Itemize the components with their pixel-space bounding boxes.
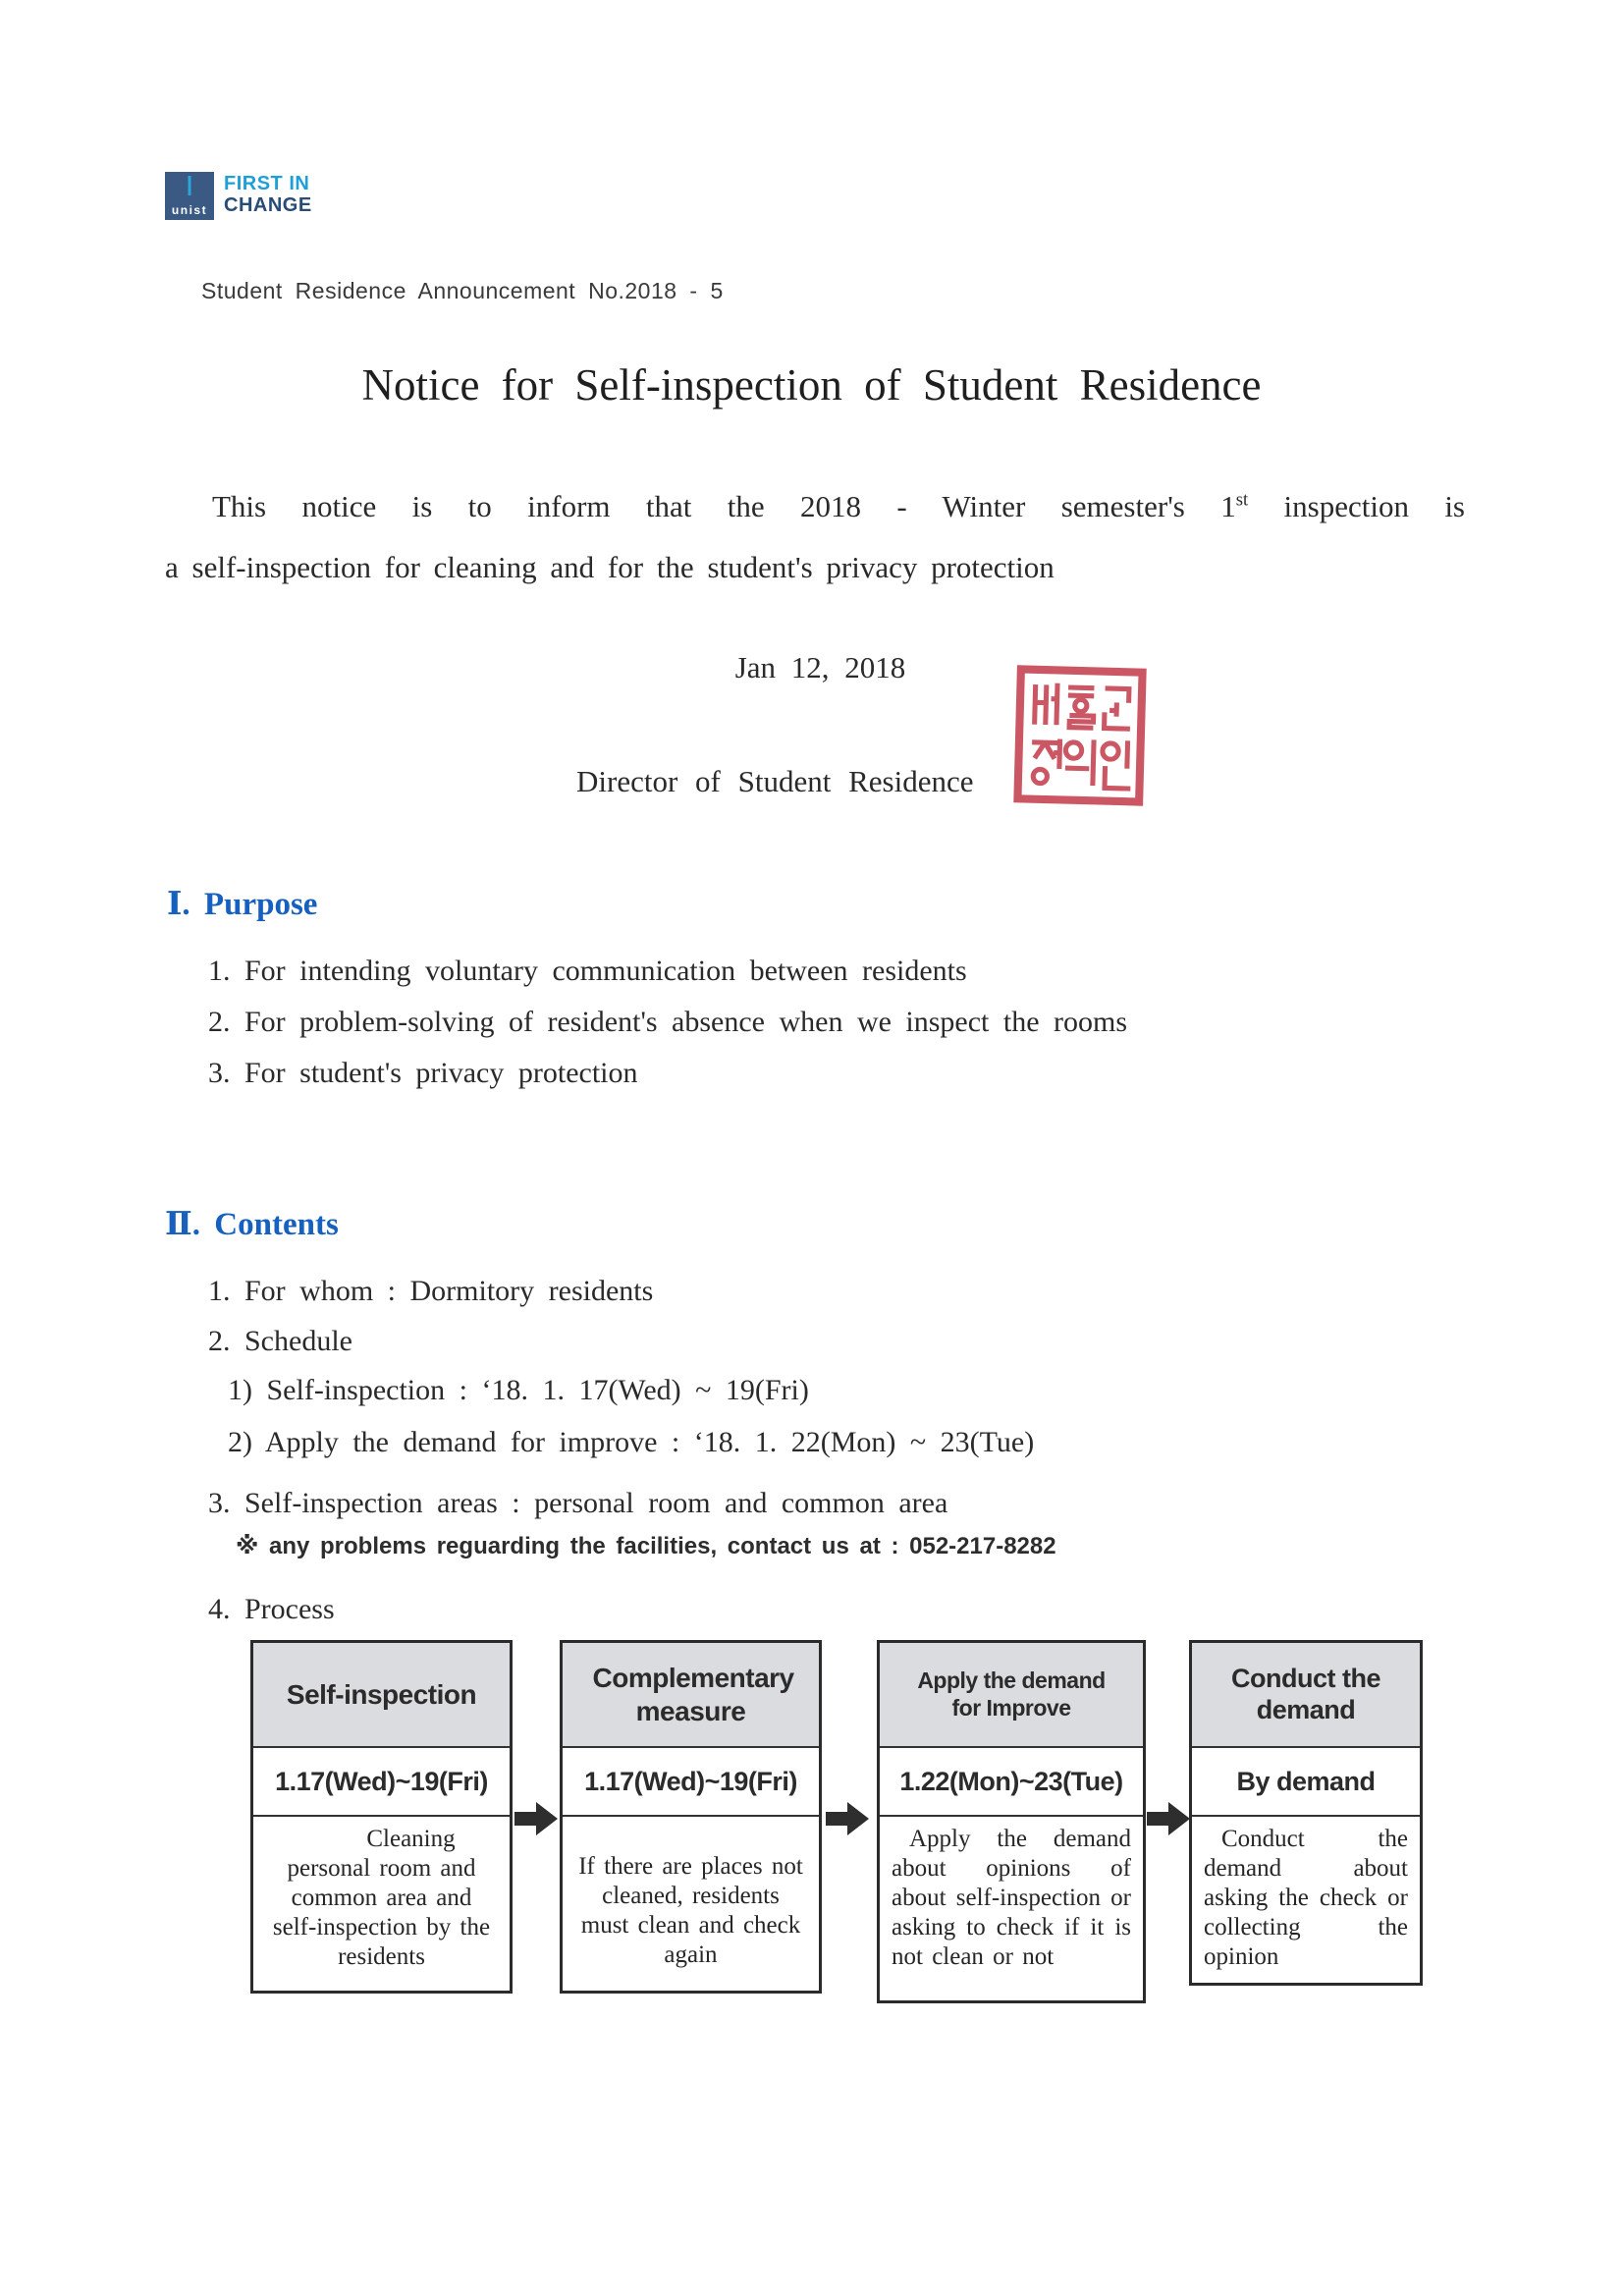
- purpose-item: 1. For intending voluntary communication between residents: [208, 955, 967, 987]
- signer-title: Director of Student Residence: [576, 764, 974, 798]
- official-seal-stamp: [1012, 664, 1148, 806]
- process-step-description: Apply the demand about opinions of about self-inspection or asking to check if it is not clean or not: [892, 1826, 1131, 1970]
- flow-arrow-icon: [826, 1799, 869, 1838]
- process-step-title: Apply the demand for Improve: [880, 1643, 1143, 1748]
- intro-paragraph-line1: [165, 489, 1465, 524]
- flow-arrow-icon: [514, 1799, 558, 1838]
- process-step-date: By demand: [1192, 1748, 1420, 1817]
- intro-paragraph-line2: a self-inspection for cleaning and for the student's privacy protection: [165, 550, 1055, 584]
- document-number: Student Residence Announcement No.2018 - 5: [201, 278, 724, 303]
- contents-item-areas: 3. Self-inspection areas : personal room and common area: [208, 1487, 948, 1519]
- logo-tagline-change: CHANGE: [224, 194, 312, 216]
- contents-item-for-whom: 1. For whom : Dormitory residents: [208, 1275, 654, 1307]
- page-title: Notice for Self-inspection of Student Residence: [361, 360, 1262, 410]
- intro-text-pre: This notice is to inform that the 2018 - Winter semester's 1: [212, 489, 1236, 523]
- process-step-date: 1.17(Wed)~19(Fri): [253, 1748, 510, 1817]
- schedule-sub-item-apply-demand: 2) Apply the demand for improve : ‘18. 1. 22(Mon) ~ 23(Tue): [228, 1426, 1035, 1458]
- schedule-sub-item-self-inspection: 1) Self-inspection : ‘18. 1. 17(Wed) ~ 19(Fri): [228, 1374, 809, 1406]
- intro-text-post: inspection is: [1248, 489, 1465, 523]
- process-step-title: Complementary measure: [563, 1643, 819, 1748]
- contents-item-process: 4. Process: [208, 1593, 335, 1625]
- section-heading-contents: Ⅱ. Contents: [165, 1207, 339, 1242]
- contents-item-schedule: 2. Schedule: [208, 1325, 352, 1357]
- process-step-conduct-demand: [1189, 1640, 1423, 1986]
- seal-stamp-icon: [1012, 664, 1148, 806]
- process-step-self-inspection: [250, 1640, 513, 1994]
- purpose-item: 2. For problem-solving of resident's absence when we inspect the rooms: [208, 1006, 1128, 1038]
- logo-tick-mark: [189, 176, 191, 195]
- process-step-title: Self-inspection: [253, 1643, 510, 1748]
- logo-unist-text: unist: [171, 203, 208, 217]
- process-step-description: Cleaning personal room and common area and self-inspection by the residents: [272, 1826, 491, 1970]
- issue-date: Jan 12, 2018: [734, 650, 906, 684]
- purpose-item: 3. For student's privacy protection: [208, 1057, 638, 1089]
- process-step-title: Conduct the demand: [1192, 1643, 1420, 1748]
- process-step-description: If there are places not cleaned, residents must clean and check again: [578, 1853, 803, 1968]
- unist-logo-icon: [165, 172, 214, 220]
- flow-arrow-icon: [1147, 1799, 1190, 1838]
- facilities-contact-note: ※ any problems reguarding the facilities, contact us at : 052-217-8282: [236, 1533, 1056, 1559]
- section-heading-purpose: Ⅰ. Purpose: [167, 887, 318, 922]
- logo-tagline-first-in: FIRST IN: [224, 173, 310, 194]
- process-step-apply-demand: [877, 1640, 1146, 2003]
- process-step-complementary-measure: [560, 1640, 822, 1994]
- process-step-date: 1.17(Wed)~19(Fri): [563, 1748, 819, 1817]
- process-step-date: 1.22(Mon)~23(Tue): [880, 1748, 1143, 1817]
- process-step-description: Conduct the demand about asking the check or collecting the opinion: [1204, 1826, 1408, 1970]
- intro-ordinal-superscript: st: [1235, 489, 1249, 511]
